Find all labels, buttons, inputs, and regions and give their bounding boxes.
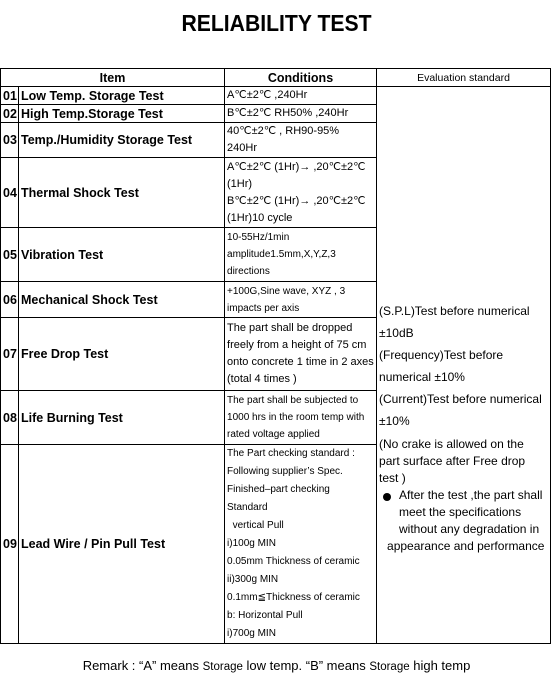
row-number: 05 <box>1 228 19 282</box>
page-title: RELIABILITY TEST <box>181 10 372 36</box>
condition-line: b: Horizontal Pull <box>227 610 303 621</box>
evaluation-bullet-line: appearance and performance <box>387 538 545 553</box>
evaluation-line: numerical ±10% <box>379 369 465 384</box>
remark-text: Remark : “A” means <box>82 658 203 673</box>
condition-line: A℃±2℃ (1Hr)→ ,20℃±2℃ <box>227 160 366 173</box>
row-number: 02 <box>1 105 19 123</box>
condition-line: (1Hr)10 cycle <box>227 211 293 224</box>
remark-text: high temp <box>409 658 471 673</box>
header-conditions: Conditions <box>225 69 377 87</box>
condition-line: ii)300g MIN <box>227 574 279 585</box>
header-item: Item <box>1 69 225 87</box>
evaluation-bullet-item <box>379 487 548 555</box>
row-item: Mechanical Shock Test <box>19 282 225 318</box>
condition-line: 10-55Hz/1min <box>227 232 290 243</box>
row-item: Lead Wire / Pin Pull Test <box>19 445 225 644</box>
evaluation-bullet-line: without any degradation in <box>399 521 540 536</box>
evaluation-line: (Current)Test before numerical <box>379 391 542 406</box>
header-evaluation: Evaluation standard <box>377 69 551 87</box>
remark-note <box>0 658 553 673</box>
row-conditions <box>225 445 377 644</box>
remark-storage-word: Storage <box>369 661 410 673</box>
remark-text: low temp. “B” means <box>242 658 370 673</box>
condition-line: (total 4 times ) <box>227 373 297 385</box>
row-number: 04 <box>1 158 19 228</box>
condition-line: 40℃±2℃ , RH90-95% <box>227 125 340 137</box>
condition-line: The part shall be dropped <box>227 322 353 334</box>
condition-line: 1000 hrs in the room temp with <box>227 412 365 423</box>
row-conditions <box>225 318 377 391</box>
row-item: Low Temp. Storage Test <box>19 87 225 105</box>
evaluation-line: (Frequency)Test before <box>379 347 504 362</box>
condition-line: 240Hr <box>227 142 257 154</box>
condition-line: The Part checking standard : <box>227 448 355 459</box>
condition-line: amplitude1.5mm,X,Y,Z,3 <box>227 249 336 260</box>
row-conditions <box>225 228 377 282</box>
row-number: 01 <box>1 87 19 105</box>
row-conditions <box>225 105 377 123</box>
condition-line: A℃±2℃ ,240Hr <box>227 89 308 101</box>
condition-line: impacts per axis <box>227 302 300 314</box>
row-conditions <box>225 87 377 105</box>
row-item: Life Burning Test <box>19 391 225 445</box>
condition-line: i)100g MIN <box>227 538 276 549</box>
table-header-row <box>1 69 551 87</box>
row-number: 06 <box>1 282 19 318</box>
condition-line: rated voltage applied <box>227 429 320 440</box>
evaluation-standard-cell <box>377 87 551 644</box>
evaluation-bullet-line: meet the specifications <box>399 504 522 519</box>
row-conditions <box>225 123 377 158</box>
row-number: 09 <box>1 445 19 644</box>
row-number: 03 <box>1 123 19 158</box>
row-conditions <box>225 282 377 318</box>
row-conditions <box>225 158 377 228</box>
evaluation-bullet-line: After the test ,the part shall <box>399 487 543 502</box>
condition-line: 0.05mm Thickness of ceramic <box>227 556 360 567</box>
row-item: Free Drop Test <box>19 318 225 391</box>
row-item: Vibration Test <box>19 228 225 282</box>
bullet-icon <box>383 493 391 501</box>
row-number: 08 <box>1 391 19 445</box>
reliability-table <box>0 68 551 644</box>
evaluation-line: (No crake is allowed on the <box>379 436 524 451</box>
evaluation-line: test ) <box>379 470 406 485</box>
condition-line: The part shall be subjected to <box>227 395 359 406</box>
row-number: 07 <box>1 318 19 391</box>
row-item: Thermal Shock Test <box>19 158 225 228</box>
condition-line: B℃±2℃ (1Hr)→ ,20℃±2℃ <box>227 194 366 207</box>
condition-line: (1Hr) <box>227 177 253 190</box>
table-row <box>1 87 551 105</box>
condition-line: B℃±2℃ RH50% ,240Hr <box>227 107 349 119</box>
condition-line: Finished–part checking <box>227 484 330 495</box>
evaluation-line: (S.P.L)Test before numerical <box>379 303 530 318</box>
condition-line: Standard <box>227 502 268 513</box>
row-conditions <box>225 391 377 445</box>
row-item: High Temp.Storage Test <box>19 105 225 123</box>
condition-line: vertical Pull <box>227 520 284 531</box>
condition-line: +100G,Sine wave, XYZ , 3 <box>227 285 346 297</box>
condition-line: onto concrete 1 time in 2 axes <box>227 356 374 368</box>
row-item: Temp./Humidity Storage Test <box>19 123 225 158</box>
condition-line: freely from a height of 75 cm <box>227 339 367 351</box>
condition-line: 0.1mm≦Thickness of ceramic <box>227 592 360 603</box>
condition-line: Following supplier’s Spec. <box>227 466 343 477</box>
condition-line: directions <box>227 266 270 277</box>
evaluation-line: ±10% <box>379 413 410 428</box>
condition-line: i)700g MIN <box>227 628 276 639</box>
evaluation-line: part surface after Free drop <box>379 453 526 468</box>
remark-storage-word: Storage <box>202 661 243 673</box>
evaluation-line: ±10dB <box>379 325 414 340</box>
